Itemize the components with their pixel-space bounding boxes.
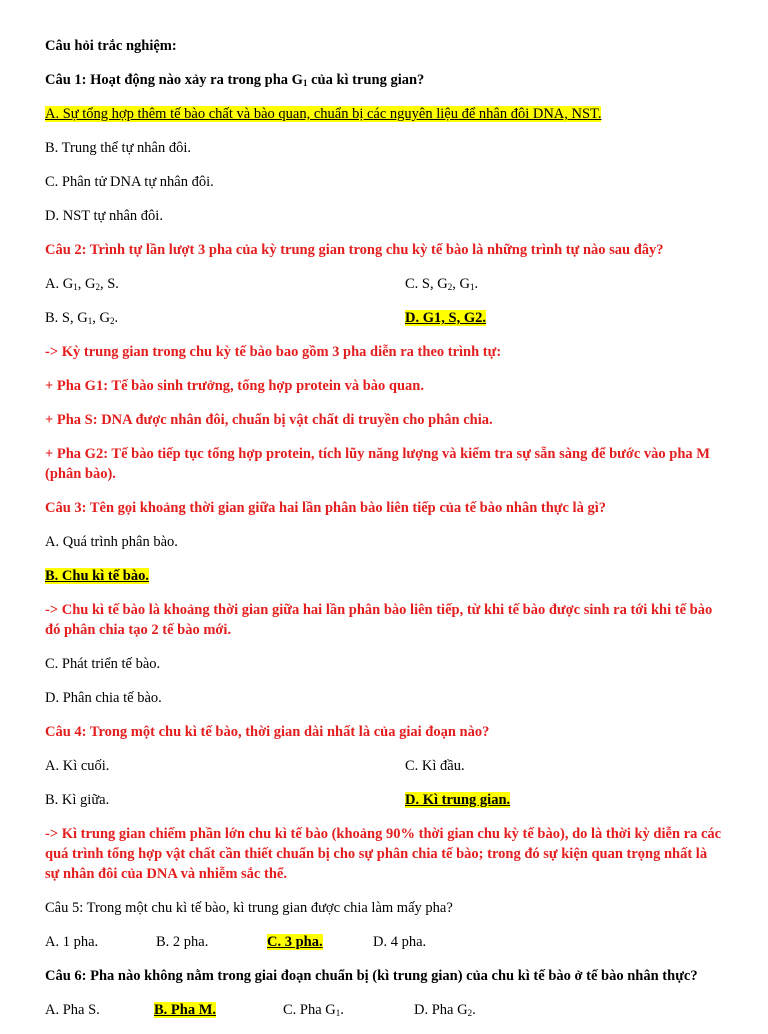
document-title: Câu hỏi trắc nghiệm: <box>45 38 177 54</box>
q1-option-c: C. Phân tử DNA tự nhân đôi. <box>45 174 214 190</box>
correct-answer-highlight: C. 3 pha. <box>267 934 323 950</box>
q2-explanation-g1: + Pha G1: Tế bào sinh trưởng, tổng hợp protein và bào quan. <box>45 378 424 394</box>
correct-answer-highlight: D. G1, S, G2. <box>405 310 486 326</box>
q3-option-c: C. Phát triển tế bào. <box>45 656 161 672</box>
q6-option-d: D. Pha $G_2$. <box>414 1002 476 1018</box>
q2-explanation-intro: -> Kỳ trung gian trong chu kỳ tế bào bao gồm 3 pha diễn ra theo trình tự: <box>45 344 502 360</box>
q4-options-row-2 <box>45 790 725 810</box>
q1-answer-a <box>45 104 725 124</box>
q4-explanation: -> Kì trung gian chiếm phần lớn chu kì tế bào (khoảng 90% thời gian chu kỳ tế bào), do là thời kỳ diễn ra các quá trình tổng hợp vật chất cần thiết chuẩn bị cho sự phân chia tế bào; trong đó sự kiện quan trọng nhất là sự nhân đôi của DNA và nhiễm sắc thể. <box>45 826 722 882</box>
q4-option-a: A. Kì cuối. <box>45 758 110 774</box>
q3-option-a: A. Quá trình phân bào. <box>45 534 178 550</box>
question-2: Câu 2: Trình tự lần lượt 3 pha của kỳ trung gian trong chu kỳ tế bào là những trình tự nào sau đây? <box>45 242 664 258</box>
q2-explanation-s: + Pha S: DNA được nhân đôi, chuẩn bị vật chất di truyền cho phân chia. <box>45 412 493 428</box>
q2-option-c: C. S, $G_2$, $G_1$. <box>405 276 479 292</box>
q2-option-b: B. S, $G_1$, $G_2$. <box>45 310 119 326</box>
correct-answer-highlight: B. Pha M. <box>154 1002 217 1018</box>
q5-option-a: A. 1 pha. <box>45 934 99 950</box>
q2-options-row-2 <box>45 308 725 328</box>
q5-options-row <box>45 932 725 952</box>
q6-answer-b <box>154 1000 283 1020</box>
q2-answer-d <box>405 308 486 328</box>
q1-option-d: D. NST tự nhân đôi. <box>45 208 163 224</box>
document-page <box>45 36 725 1034</box>
question-6: Câu 6: Pha nào không nằm trong giai đoạn chuẩn bị (kì trung gian) của chu kì tế bào ở tế bào nhân thực? <box>45 968 698 984</box>
q3-explanation: -> Chu kì tế bào là khoảng thời gian giữa hai lần phân bào liên tiếp, từ khi tế bào được sinh ra tới khi tế bào đó phân chia tạo 2 tế bào mới. <box>45 602 713 638</box>
correct-answer-highlight: B. Chu kì tế bào. <box>45 568 149 584</box>
q2-option-a: A. $G_1$, $G_2$, S. <box>45 276 119 292</box>
q6-options-row <box>45 1000 725 1020</box>
question-4: Câu 4: Trong một chu kì tế bào, thời gian dài nhất là của giai đoạn nào? <box>45 724 490 740</box>
q5-option-d: D. 4 pha. <box>373 934 427 950</box>
q3-answer-b <box>45 566 725 586</box>
q4-answer-d <box>405 790 510 810</box>
q1-option-b: B. Trung thể tự nhân đôi. <box>45 140 192 156</box>
correct-answer-highlight: D. Kì trung gian. <box>405 792 511 808</box>
q2-options-row-1 <box>45 274 725 294</box>
q4-option-b: B. Kì giữa. <box>45 792 110 808</box>
q3-option-d: D. Phân chia tế bào. <box>45 690 162 706</box>
q5-answer-c <box>267 932 373 952</box>
q4-options-row-1 <box>45 756 725 776</box>
correct-answer-highlight: A. Sự tổng hợp thêm tế bào chất và bào quan, chuẩn bị các nguyên liệu để nhân đôi DNA, NST. <box>45 106 602 122</box>
q5-option-b: B. 2 pha. <box>156 934 209 950</box>
q6-option-c: C. Pha $G_1$. <box>283 1002 344 1018</box>
q2-explanation-g2: + Pha G2: Tế bào tiếp tục tổng hợp protein, tích lũy năng lượng và kiểm tra sự sẵn sàng để bước vào pha M (phân bào). <box>45 446 710 482</box>
question-5: Câu 5: Trong một chu kì tế bào, kì trung gian được chia làm mấy pha? <box>45 900 453 916</box>
q4-option-c: C. Kì đầu. <box>405 758 465 774</box>
question-1: Câu 1: Hoạt động nào xảy ra trong pha $G_1$ của kì trung gian? <box>45 72 425 88</box>
question-3: Câu 3: Tên gọi khoảng thời gian giữa hai lần phân bào liên tiếp của tế bào nhân thực là gì? <box>45 500 606 516</box>
q6-option-a: A. Pha S. <box>45 1002 100 1018</box>
